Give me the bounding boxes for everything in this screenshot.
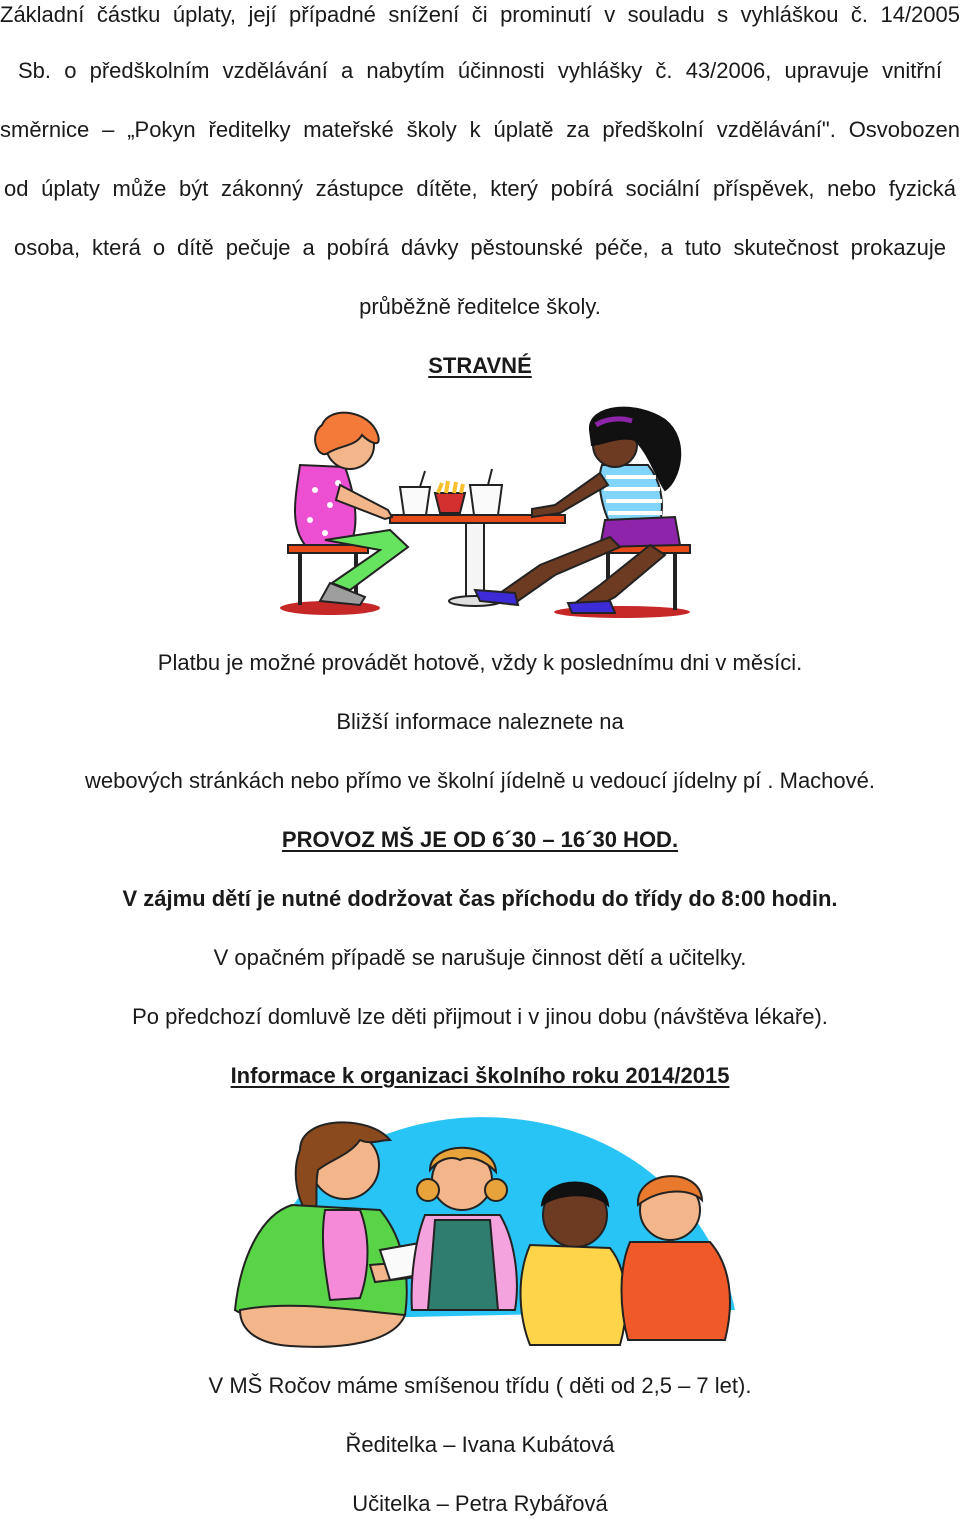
disruption-text: V opačném případě se narušuje činnost dětí a učitelky. — [213, 945, 747, 970]
fee-paragraph-line-5: osoba, která o dítě pečuje a pobírá dávky pěstounské péče, a tuto skutečnost prokazuje — [14, 235, 946, 260]
provoz-heading: PROVOZ MŠ JE OD 6´30 – 16´30 HOD. — [281, 827, 679, 852]
more-info-text: Bližší informace naleznete na — [336, 709, 624, 734]
director-text: Ředitelka – Ivana Kubátová — [345, 1432, 615, 1457]
exception-text: Po předchozí domluvě lze děti přijmout i v jinou dobu (návštěva lékaře). — [132, 1004, 828, 1029]
fee-paragraph-line-1: Základní částku úplaty, její případné snížení či prominutí v souladu s vyhláškou č. 14/2005 — [0, 2, 960, 27]
canteen-info-text: webových stránkách nebo přímo ve školní jídelně u vedoucí jídelny pí . Machové. — [85, 768, 875, 793]
fee-paragraph-line-6: průběžně ředitelce školy. — [359, 294, 601, 319]
girls-eating-illustration — [270, 405, 700, 620]
organizace-heading: Informace k organizaci školního roku 2014/2015 — [230, 1063, 730, 1088]
teacher-text: Učitelka – Petra Rybářová — [352, 1491, 608, 1516]
fee-paragraph-line-2: Sb. o předškolním vzdělávání a nabytím účinnosti vyhlášky č. 43/2006, upravuje vnitřní — [18, 58, 942, 83]
fee-paragraph-line-4: od úplaty může být zákonný zástupce dítěte, který pobírá sociální příspěvek, nebo fyzická — [4, 176, 956, 201]
stravne-heading: STRAVNÉ — [428, 353, 532, 378]
payment-text: Platbu je možné provádět hotově, vždy k poslednímu dni v měsíci. — [157, 650, 803, 675]
arrival-time-text: V zájmu dětí je nutné dodržovat čas příchodu do třídy do 8:00 hodin. — [122, 886, 838, 911]
fee-paragraph-line-3: směrnice – „Pokyn ředitelky mateřské školy k úplatě za předškolní vzdělávání". Osvobozen — [0, 117, 960, 142]
teacher-reading-illustration — [230, 1110, 740, 1355]
class-info-text: V MŠ Ročov máme smíšenou třídu ( děti od 2,5 – 7 let). — [208, 1373, 752, 1398]
